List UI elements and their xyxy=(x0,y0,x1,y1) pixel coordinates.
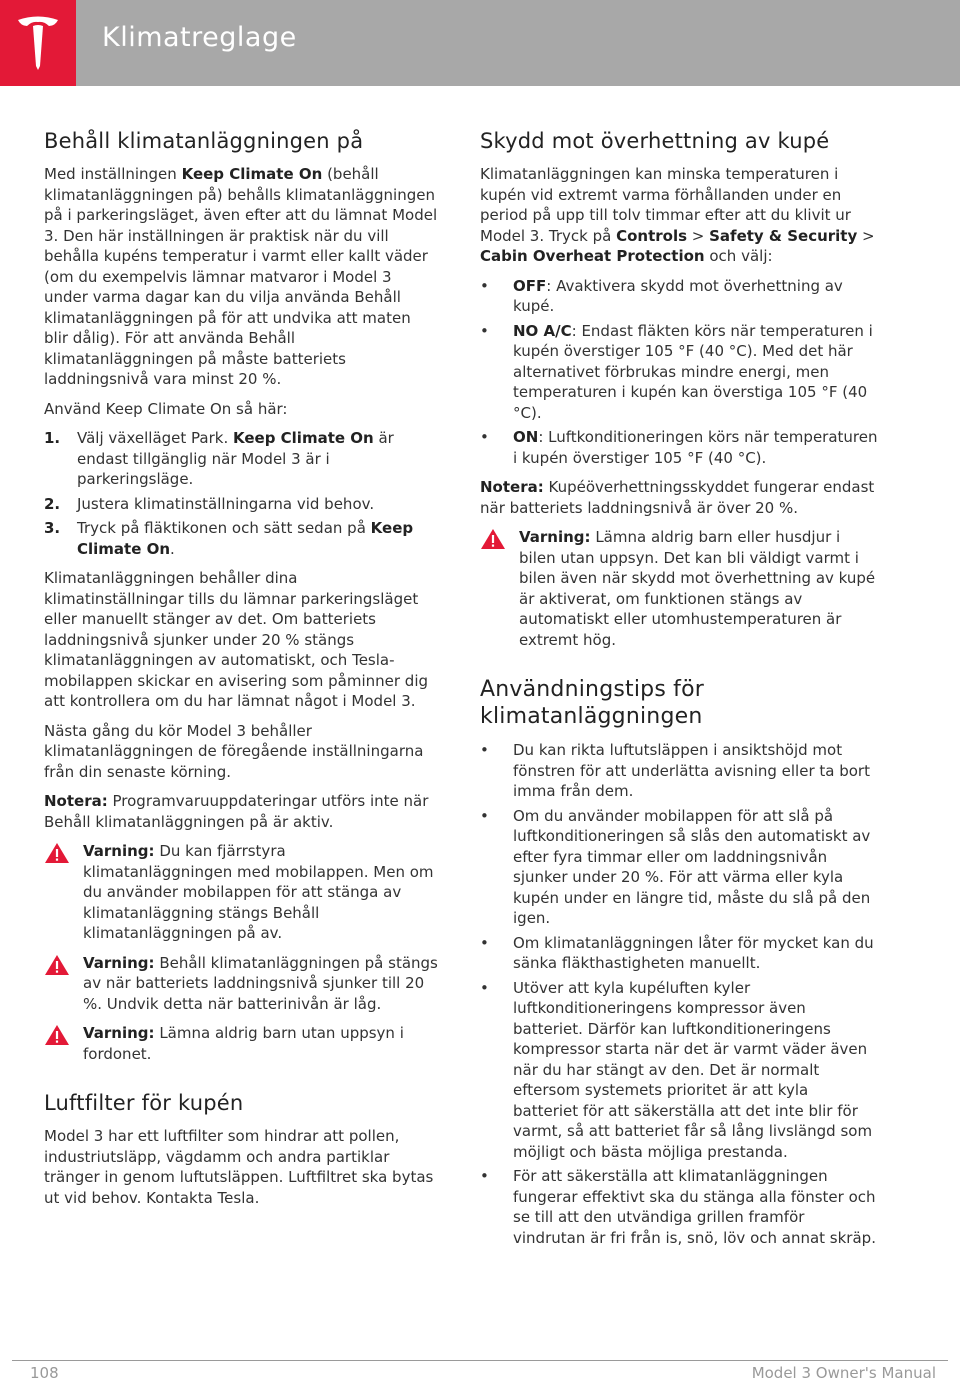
page-header xyxy=(0,0,960,86)
footer-divider xyxy=(12,1360,948,1361)
option-item: • NO A/C: Endast fläkten körs när temperaturen i kupén överstiger 105 °F (40 °C). Med det här alternativet förbrukas mindre energi, men temperaturen i kupén kan överstiga 105 °F (40 °C). xyxy=(480,321,873,422)
step-item: 2. Justera klimatinställningarna vid behov. xyxy=(44,494,375,513)
brand-logo xyxy=(0,0,76,86)
option-item: • OFF: Avaktivera skydd mot överhettning av kupé. xyxy=(480,276,843,315)
section-heading-tips: Användningstips för klimatanläggningen xyxy=(480,677,705,729)
right-column xyxy=(480,128,878,1257)
paragraph-next-drive: Nästa gång du kör Model 3 behåller klimatanläggningen de föregående inställningarna från din senaste körning. xyxy=(44,721,424,781)
warning-battery-level: Varning: Behåll klimatanläggningen på stängs av när batteriets laddningsnivå sjunker till 20 %. Undvik detta när batterinivån är låg. xyxy=(44,953,438,1015)
paragraph-behavior: Klimatanläggningen behåller dina klimatinställningar tills du lämnar parkeringsläget eller manuellt stänger av det. Om batteriets laddningsnivå sjunker under 20 % stängs klimatanläggningen av automatiskt, och Tesla-mobilappen skickar en avisering som påminner dig att kontrollera om du har lämnat något i Model 3. xyxy=(44,569,429,710)
step-item: 3. Tryck på fläktikonen och sätt sedan på Keep Climate On. xyxy=(44,519,414,558)
page-number: 108 xyxy=(30,1364,59,1382)
section-heading-air-filter: Luftfilter för kupén xyxy=(44,1091,244,1115)
tip-item: • Om klimatanläggningen låter för mycket kan du sänka fläkthastigheten manuellt. xyxy=(480,933,874,972)
note-overheat: Notera: Kupéöverhettningsskyddet fungerar endast när batteriets laddningsnivå är över 20 %. xyxy=(480,478,875,517)
overheat-intro: Klimatanläggningen kan minska temperaturen i kupén vid extremt varma förhållanden under en period på upp till tolv timmar efter att du klivit ur Model 3. Tryck på Controls > Safety & Security > Cabin Overheat Protection och välj: xyxy=(480,165,875,265)
tips-list xyxy=(480,740,878,1248)
warning-pets-children: Varning: Lämna aldrig barn eller husdjur i bilen utan uppsyn. Det kan bli väldigt varmt i bilen även när skydd mot överhettning av kupé är aktiverat, om funktionen stängs av automatiskt eller utomhustemperaturen är extremt hög. xyxy=(480,527,878,650)
warning-triangle-icon xyxy=(44,1024,70,1046)
chapter-title: Klimatreglage xyxy=(102,22,297,53)
option-item: • ON: Luftkonditioneringen körs när temperaturen i kupén överstiger 105 °F (40 °C). xyxy=(480,428,878,467)
warning-triangle-icon xyxy=(480,528,506,550)
air-filter-text: Model 3 har ett luftfilter som hindrar att pollen, industriutsläpp, vägdamm och andra partiklar tränger in genom luftutsläppen. Luftfiltret ska bytas ut vid behov. Kontakta Tesla. xyxy=(44,1127,434,1207)
tesla-logo-icon xyxy=(14,14,62,72)
manual-title: Model 3 Owner's Manual xyxy=(751,1364,936,1382)
warning-children: Varning: Lämna aldrig barn utan uppsyn i fordonet. xyxy=(44,1023,438,1064)
tip-item: • Du kan rikta luftutsläppen i ansiktshöjd mot fönstren för att underlätta avisning eller ta bort imma från dem. xyxy=(480,741,870,800)
tip-item: • Utöver att kyla kupéluften kyler luftkonditioneringens kompressor även batteriet. Därför kan luftkonditioneringens kompressor starta när det är varmt väder även när du har stängt av den. Det är normalt eftersom systemets prioritet är att kyla batteriet för att säkerställa att det inte blir för varmt, så att batteriet får så lång livslängd som möjligt och bästa möjliga prestanda. xyxy=(480,978,873,1161)
section-heading-overheat: Skydd mot överhettning av kupé xyxy=(480,129,830,153)
overheat-options-list xyxy=(480,276,878,469)
tip-item: • För att säkerställa att klimatanläggningen fungerar effektivt ska du stänga alla fönster och se till att den utvändiga grillen framför vindrutan är fri från is, snö, löv och annat skräp. xyxy=(480,1167,876,1247)
note-software-update: Notera: Programvaruuppdateringar utförs inte när Behåll klimatanläggningen på är aktiv. xyxy=(44,792,429,831)
warning-triangle-icon xyxy=(44,954,70,976)
steps-intro: Använd Keep Climate On så här: xyxy=(44,399,288,418)
warning-triangle-icon xyxy=(44,842,70,864)
tip-item: • Om du använder mobilappen för att slå på luftkonditioneringen så slås den automatiskt av efter fyra timmar eller om laddningsnivån sjunker under 20 %. För att värma eller kyla kupén under en längre tid, måste du slå på den igen. xyxy=(480,806,871,927)
left-column xyxy=(44,128,438,1217)
step-item: 1. Välj växelläget Park. Keep Climate On är endast tillgänglig när Model 3 är i parkeringsläge. xyxy=(44,429,394,488)
keep-climate-intro: Med inställningen Keep Climate On (behåll klimatanläggningen på) behålls klimatanläggningen på i parkeringsläget, även efter att du lämnat Model 3. Den här inställningen är praktisk när du vill behålla kupéns temperatur i varmt eller kallt väder (om du exempelvis lämnar matvaror i Model 3 under varma dagar kan du vilja använda Behåll klimatanläggningen på för att undvika att maten blir dålig). För att använda Behåll klimatanläggningen på måste batteriets laddningsnivå vara minst 20 %. xyxy=(44,165,438,388)
steps-list xyxy=(44,428,438,559)
warning-remote-control: Varning: Du kan fjärrstyra klimatanläggningen med mobilappen. Men om du använder mobilappen för att stänga av klimatanläggning stängs Behåll klimatanläggningen på av. xyxy=(44,841,438,944)
section-heading-keep-climate: Behåll klimatanläggningen på xyxy=(44,129,364,153)
